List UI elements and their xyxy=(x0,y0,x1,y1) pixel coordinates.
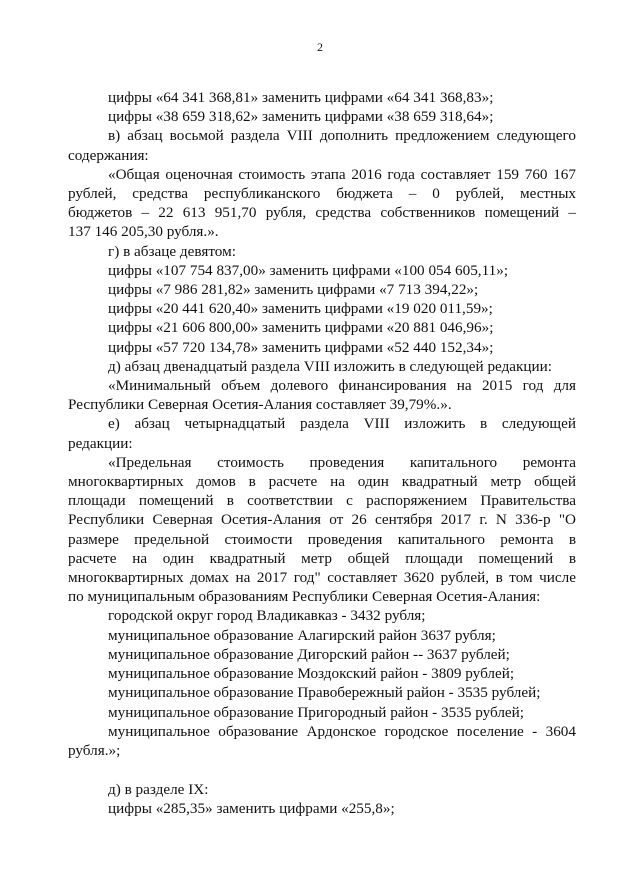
text-line: е) абзац четырнадцатый раздела VIII изложить в следующей xyxy=(108,415,576,433)
text-line: бюджетов – 22 613 951,70 рубля, средства собственников помещений – xyxy=(68,204,576,222)
text-line: Республики Северная Осетия-Алания составляет 39,79%.». xyxy=(68,396,452,414)
text-line: многоквартирных домов в расчете на один квадратный метр общей xyxy=(68,473,576,491)
text-line: расчете на один квадратный метр общей площади помещений в xyxy=(68,549,576,567)
text-line: рублей, средства республиканского бюджета – 0 рублей, местных xyxy=(68,185,576,203)
text-line: «Предельная стоимость проведения капитального ремонта xyxy=(108,453,576,471)
text-line: редакции: xyxy=(68,434,133,452)
text-line: «Минимальный объем долевого финансирования на 2015 год для xyxy=(108,377,576,395)
text-line: цифры «107 754 837,00» заменить цифрами «100 054 605,11»; xyxy=(108,261,509,279)
text-line: д) абзац двенадцатый раздела VIII изложить в следующей редакции: xyxy=(108,357,553,375)
text-line: «Общая оценочная стоимость этапа 2016 года составляет 159 760 167 xyxy=(108,165,576,183)
paragraph-gap xyxy=(68,760,576,780)
text-line: д) в разделе IX: xyxy=(108,781,209,799)
text-line: содержания: xyxy=(68,146,149,164)
text-line: площади помещений в соответствии с распоряжением Правительства xyxy=(68,492,576,510)
text-line: многоквартирных домах на 2017 год" составляет 3620 рублей, в том числе xyxy=(68,569,576,587)
text-line: цифры «7 986 281,82» заменить цифрами «7 713 394,22»; xyxy=(108,281,479,299)
text-line: цифры «57 720 134,78» заменить цифрами «52 440 152,34»; xyxy=(108,338,494,356)
text-line: цифры «21 606 800,00» заменить цифрами «20 881 046,96»; xyxy=(108,319,494,337)
text-line: муниципальное образование Ардонское городское поселение - 3604 xyxy=(108,722,576,740)
text-line: муниципальное образование Дигорский район -- 3637 рублей; xyxy=(108,645,510,663)
text-line: рубля.»; xyxy=(68,741,121,759)
text-line: 137 146 205,30 рубля.». xyxy=(68,223,219,241)
text-line: муниципальное образование Правобережный район - 3535 рублей; xyxy=(108,684,541,702)
text-line: муниципальное образование Алагирский район 3637 рубля; xyxy=(108,626,496,644)
text-line: размере предельной стоимости проведения капитального ремонта в xyxy=(68,530,576,548)
text-line: в) абзац восьмой раздела VIII дополнить предложением следующего xyxy=(108,127,576,145)
text-line: муниципальное образование Пригородный район - 3535 рублей; xyxy=(108,703,525,721)
text-line: Республики Северная Осетия-Алания от 26 сентября 2017 г. N 336-р "О xyxy=(68,511,576,529)
text-line: муниципальное образование Моздокский район - 3809 рублей; xyxy=(108,665,515,683)
page-number: 2 xyxy=(317,40,323,54)
text-line: городской округ город Владикавказ - 3432 рубля; xyxy=(108,607,426,625)
text-line: г) в абзаце девятом: xyxy=(108,242,236,260)
text-line: цифры «20 441 620,40» заменить цифрами «19 020 011,59»; xyxy=(108,300,493,318)
text-line: по муниципальным образованиям Республики Северная Осетия-Алания: xyxy=(68,588,541,606)
text-line: цифры «285,35» заменить цифрами «255,8»; xyxy=(108,800,395,818)
text-line: цифры «64 341 368,81» заменить цифрами «64 341 368,83»; xyxy=(108,89,494,106)
text-line: цифры «38 659 318,62» заменить цифрами «38 659 318,64»; xyxy=(108,108,494,126)
document-body xyxy=(68,88,576,819)
